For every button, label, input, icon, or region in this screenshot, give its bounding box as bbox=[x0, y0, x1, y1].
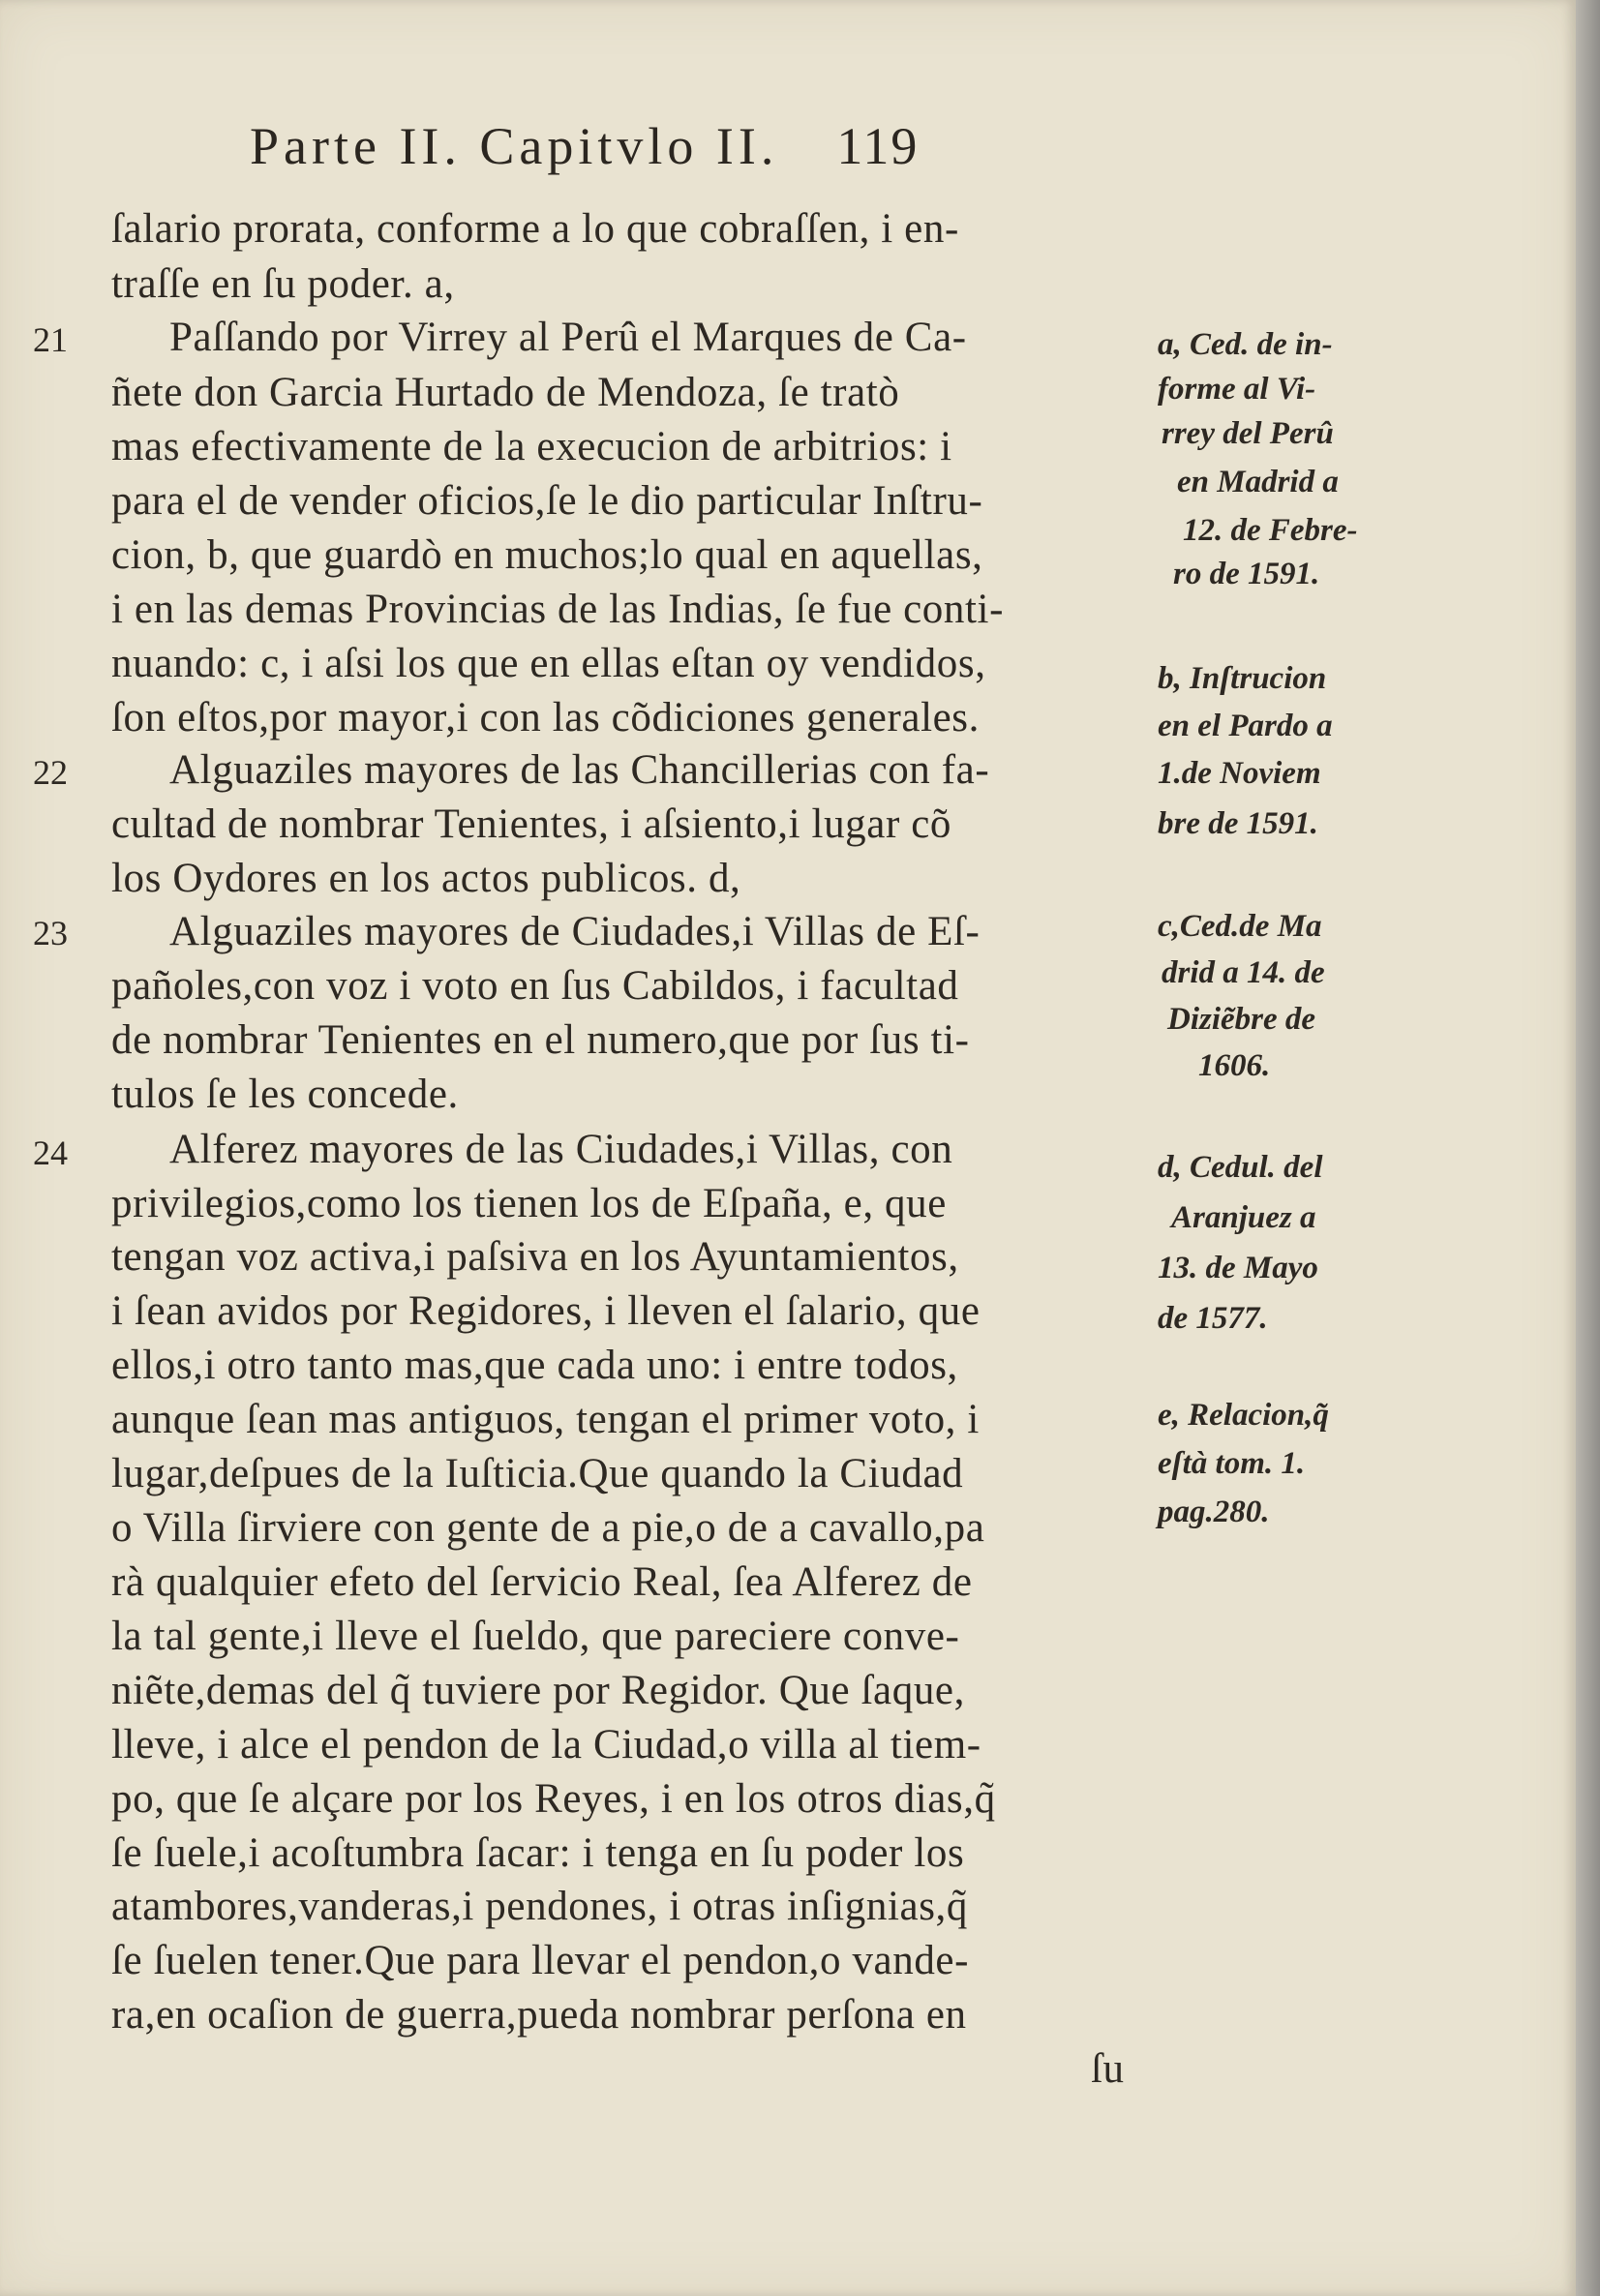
text-line: ra,en ocaſion de guerra,pueda nombrar perſona en bbox=[111, 1992, 967, 2038]
text-line: traſſe en ſu poder. a, bbox=[111, 261, 455, 307]
text-line: ſalario prorata, conforme a lo que cobraſſen, i en- bbox=[111, 206, 959, 252]
text-line: de nombrar Tenientes en el numero,que por ſus ti- bbox=[111, 1017, 970, 1063]
header-title: Parte II. Capitvlo II. bbox=[250, 117, 779, 175]
marginal-note: 12. de Febre- bbox=[1183, 513, 1358, 548]
catchword: ſu bbox=[1091, 2046, 1125, 2092]
marginal-note: de 1577. bbox=[1158, 1301, 1268, 1336]
marginal-note: 13. de Mayo bbox=[1158, 1251, 1318, 1285]
marginal-note: forme al Vi- bbox=[1158, 372, 1316, 407]
marginal-note: rrey del Perû bbox=[1162, 416, 1334, 451]
marginal-note: c,Ced.de Ma bbox=[1158, 909, 1322, 944]
text-line: Alferez mayores de las Ciudades,i Villas, con bbox=[169, 1127, 953, 1172]
text-line: po, que ſe alçare por los Reyes, i en los otros dias,q̃ bbox=[111, 1776, 996, 1822]
paragraph-number: 21 bbox=[33, 320, 68, 359]
marginal-note: b, Inſtrucion bbox=[1158, 661, 1327, 696]
text-line: nuando: c, i aſsi los que en ellas eſtan oy vendidos, bbox=[111, 641, 986, 686]
text-line: cultad de nombrar Tenientes, i aſsiento,i lugar cõ bbox=[111, 801, 952, 847]
text-line: mas efectivamente de la execucion de arbitrios: i bbox=[111, 424, 952, 469]
marginal-note: ro de 1591. bbox=[1173, 557, 1320, 591]
marginal-note: d, Cedul. del bbox=[1158, 1150, 1323, 1185]
text-line: aunque ſean mas antiguos, tengan el primer voto, i bbox=[111, 1397, 980, 1442]
text-line: cion, b, que guardò en muchos;lo qual en aquellas, bbox=[111, 532, 983, 578]
text-line: ſe ſuele,i acoſtumbra ſacar: i tenga en ſu poder los bbox=[111, 1830, 965, 1876]
text-line: atambores,vanderas,i pendones, i otras inſignias,q̃ bbox=[111, 1884, 969, 1929]
marginal-note: e, Relacion,q̃ bbox=[1158, 1398, 1329, 1433]
marginal-note: 1.de Noviem bbox=[1158, 756, 1321, 791]
text-line: Alguaziles mayores de Ciudades,i Villas de Eſ- bbox=[169, 909, 981, 954]
marginal-note: drid a 14. de bbox=[1162, 955, 1325, 990]
text-line: o Villa ſirviere con gente de a pie,o de a cavallo,pa bbox=[111, 1505, 985, 1551]
text-line: Paſſando por Virrey al Perû el Marques de Ca- bbox=[169, 315, 967, 360]
marginal-note: en el Pardo a bbox=[1158, 709, 1333, 743]
marginal-note: Aranjuez a bbox=[1171, 1200, 1316, 1235]
text-line: rà qualquier efeto del ſervicio Real, ſea Alferez de bbox=[111, 1559, 973, 1605]
paragraph-number: 24 bbox=[33, 1133, 68, 1172]
marginal-note: a, Ced. de in- bbox=[1158, 327, 1333, 362]
marginal-note: pag.280. bbox=[1158, 1495, 1270, 1529]
text-line: lleve, i alce el pendon de la Ciudad,o villa al tiem- bbox=[111, 1722, 981, 1767]
marginal-note: bre de 1591. bbox=[1158, 806, 1318, 841]
paragraph-number: 23 bbox=[33, 914, 68, 952]
page-edge bbox=[1576, 0, 1600, 2296]
text-line: tengan voz activa,i paſsiva en los Ayuntamientos, bbox=[111, 1234, 959, 1280]
text-line: Alguaziles mayores de las Chancillerias con fa- bbox=[169, 747, 990, 793]
text-line: i en las demas Provincias de las Indias, ſe fue conti- bbox=[111, 587, 1005, 632]
text-line: para el de vender oficios,ſe le dio particular Inſtru- bbox=[111, 478, 983, 524]
text-line: privilegios,como los tienen los de Eſpaña, e, que bbox=[111, 1181, 947, 1226]
running-header bbox=[250, 116, 919, 176]
marginal-note: eſtà tom. 1. bbox=[1158, 1446, 1306, 1481]
text-line: tulos ſe les concede. bbox=[111, 1072, 459, 1117]
text-line: la tal gente,i lleve el ſueldo, que pareciere conve- bbox=[111, 1614, 960, 1659]
text-line: niẽte,demas del q̃ tuviere por Regidor. Que ſaque, bbox=[111, 1668, 965, 1713]
text-line: lugar,deſpues de la Iuſticia.Que quando la Ciudad bbox=[111, 1451, 964, 1496]
text-line: pañoles,con voz i voto en ſus Cabildos, i facultad bbox=[111, 963, 959, 1009]
text-line: ſon eſtos,por mayor,i con las cõdiciones generales. bbox=[111, 695, 980, 740]
text-line: los Oydores en los actos publicos. d, bbox=[111, 856, 741, 901]
marginal-note: 1606. bbox=[1198, 1048, 1271, 1083]
text-line: i ſean avidos por Regidores, i lleven el ſalario, que bbox=[111, 1288, 981, 1334]
text-line: ellos,i otro tanto mas,que cada uno: i entre todos, bbox=[111, 1343, 958, 1388]
text-line: ñete don Garcia Hurtado de Mendoza, ſe tratò bbox=[111, 370, 900, 415]
marginal-note: Diziẽbre de bbox=[1167, 1002, 1316, 1037]
text-line: ſe ſuelen tener.Que para llevar el pendon,o vande- bbox=[111, 1938, 970, 1983]
marginal-note: en Madrid a bbox=[1177, 465, 1339, 499]
page-number: 119 bbox=[836, 117, 920, 175]
paragraph-number: 22 bbox=[33, 753, 68, 792]
